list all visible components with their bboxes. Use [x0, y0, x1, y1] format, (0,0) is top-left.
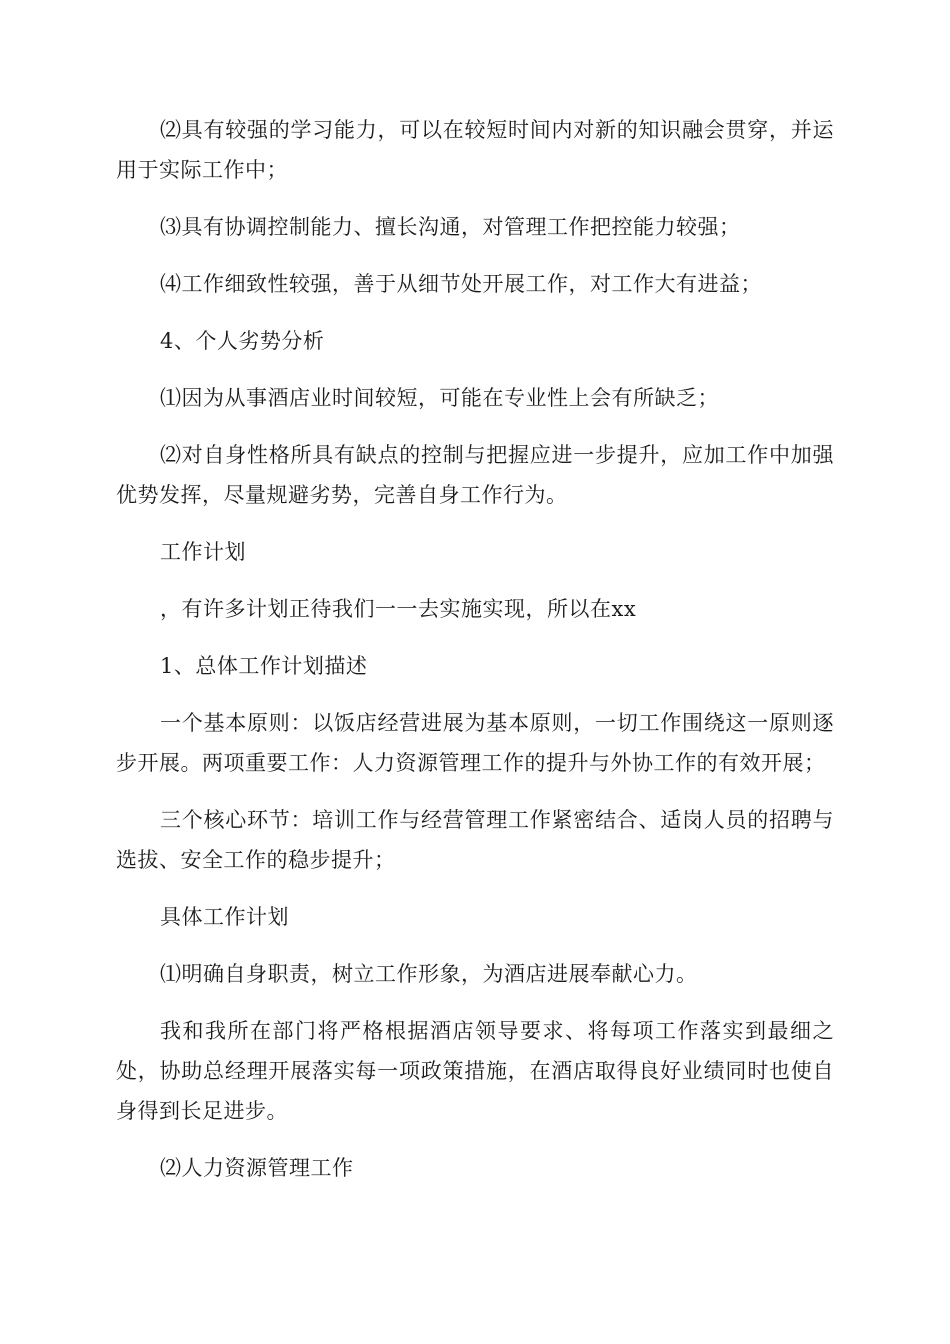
section-heading: 具体工作计划: [160, 905, 289, 929]
paragraph: ⑴明确自身职责，树立工作形象，为酒店进展奉献心力。: [160, 962, 698, 986]
paragraph: ⑵具有较强的学习能力，可以在较短时间内对新的知识融会贯穿，并运用于实际工作中；: [116, 118, 834, 182]
paragraph: 我和我所在部门将严格根据酒店领导要求、将每项工作落实到最细之处，协助总经理开展落实每一项政策措施，在酒店取得良好业绩同时也使自身得到长足进步。: [116, 1019, 834, 1123]
paragraph: ，有许多计划正待我们一一去实施实现，所以在xx: [160, 597, 637, 621]
section-heading: 工作计划: [160, 540, 246, 564]
paragraph: 三个核心环节：培训工作与经营管理工作紧密结合、适岗人员的招聘与选拔、安全工作的稳步提升；: [116, 808, 834, 872]
section-heading: 4、个人劣势分析: [160, 329, 325, 353]
paragraph: 一个基本原则：以饭店经营进展为基本原则，一切工作围绕这一原则逐步开展。两项重要工作：人力资源管理工作的提升与外协工作的有效开展；: [116, 711, 834, 775]
paragraph: ⑷工作细致性较强，善于从细节处开展工作，对工作大有进益；: [160, 272, 762, 296]
document-body: [116, 110, 834, 1205]
paragraph: ⑴因为从事酒店业时间较短，可能在专业性上会有所缺乏；: [160, 386, 719, 410]
paragraph: ⑵人力资源管理工作: [160, 1156, 354, 1180]
section-heading: 1、总体工作计划描述: [160, 654, 368, 678]
paragraph: ⑶具有协调控制能力、擅长沟通，对管理工作把控能力较强；: [160, 215, 741, 239]
paragraph: ⑵对自身性格所具有缺点的控制与把握应进一步提升，应加工作中加强优势发挥，尽量规避劣势，完善自身工作行为。: [116, 443, 834, 507]
